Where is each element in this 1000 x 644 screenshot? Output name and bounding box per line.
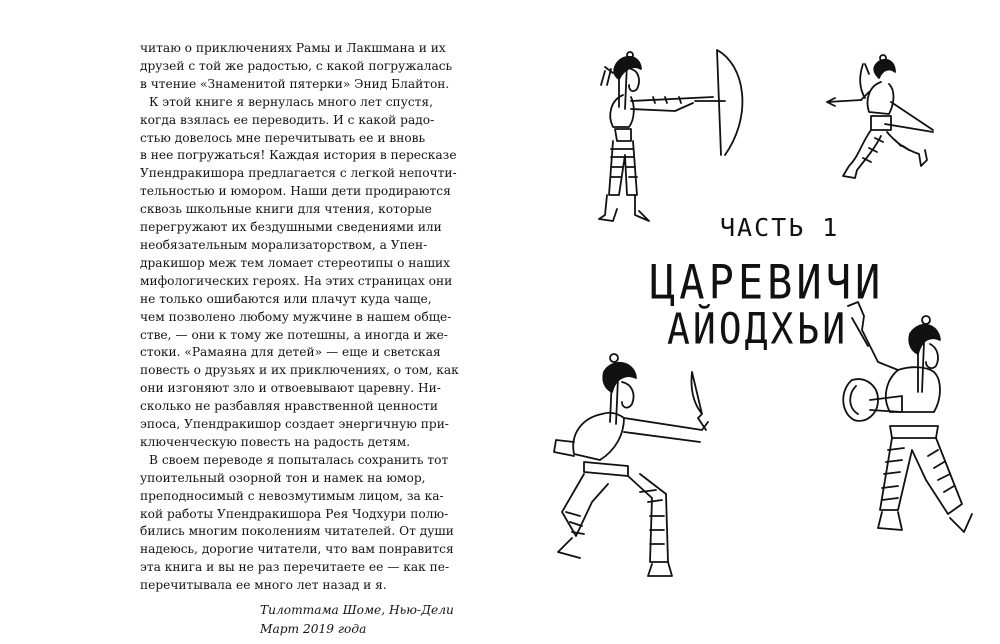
swordsman-illustration — [552, 352, 742, 582]
text-line: читаю о приключениях Рамы и Лакшмана и их — [140, 41, 446, 55]
preface-text — [140, 40, 459, 595]
text-line: эта книга и вы не раз перечитаете ее — как пе- — [140, 560, 450, 575]
title-line-1: ЦАРЕВИЧИ — [650, 255, 885, 310]
shield-warrior-illustration — [838, 300, 998, 555]
text-line: эпоса, Упендракишор создает энергичную при- — [140, 417, 449, 432]
text-line: бились многим поколениям читателей. От души — [140, 524, 454, 539]
left-page — [140, 40, 459, 638]
right-page — [500, 0, 1000, 644]
archer-illustration — [595, 45, 755, 240]
text-line: дракишор меж тем ломает стереотипы о наших — [140, 255, 451, 270]
text-line: надеюсь, дорогие читатели, что вам понравится — [140, 542, 454, 557]
text-line: стве, — они к тому же потешны, а иногда и же- — [140, 327, 448, 342]
text-line: повесть о друзьях и их приключениях, о том, как — [140, 363, 459, 378]
text-line: друзей с той же радостью, с какой погружалась — [140, 58, 453, 73]
text-line: упоительный озорной тон и намек на юмор, — [140, 470, 426, 485]
text-line: перечитывала ее много лет назад и я. — [140, 578, 387, 593]
text-line: ключенческую повесть на радость детям. — [140, 434, 411, 449]
signature-date: Март 2019 года — [260, 621, 367, 636]
part-label: ЧАСТЬ 1 — [720, 213, 840, 242]
text-line: стью довелось мне перечитывать ее и вновь — [140, 130, 426, 145]
text-line: Упендракишора предлагается с легкой непочти- — [140, 166, 457, 181]
text-line: стоки. «Рамаяна для детей» — еще и светская — [140, 345, 441, 360]
text-line: необязательным морализаторством, а Упен- — [140, 237, 428, 252]
text-line: мифологических героях. На этих страницах они — [140, 273, 453, 288]
title-line-2: АЙОДХЬИ — [667, 304, 849, 354]
text-line: кой работы Упендракишора Рея Чодхури полю- — [140, 506, 449, 521]
signature — [140, 601, 454, 638]
text-line: чем позволено любому мужчине в нашем обще- — [140, 309, 452, 324]
text-line: в чтение «Знаменитой пятерки» Энид Блайтон. — [140, 76, 450, 91]
text-line: сквозь школьные книги для чтения, которые — [140, 202, 432, 217]
text-line: преподносимый с невозмутимым лицом, за ка- — [140, 488, 444, 503]
text-line: сколько не разбавляя нравственной ценности — [140, 399, 438, 414]
text-line: в нее погружаться! Каждая история в пересказе — [140, 148, 457, 163]
text-line: не только ошибаются или плачут куда чаще, — [140, 291, 432, 306]
running-archer-illustration — [825, 52, 940, 187]
text-line: тельностью и юмором. Наши дети продираются — [140, 184, 451, 199]
text-line: когда взялась ее переводить. И с какой радо- — [140, 112, 435, 127]
text-line: они изгоняют зло и отвоевывают царевну. Ни- — [140, 381, 441, 396]
signature-author: Тилоттама Шоме, Нью-Дели — [260, 603, 454, 618]
text-line: перегружают их бездушными сведениями или — [140, 220, 442, 235]
text-line: В своем переводе я попыталась сохранить тот — [149, 452, 449, 467]
text-line: К этой книге я вернулась много лет спустя, — [149, 94, 433, 109]
